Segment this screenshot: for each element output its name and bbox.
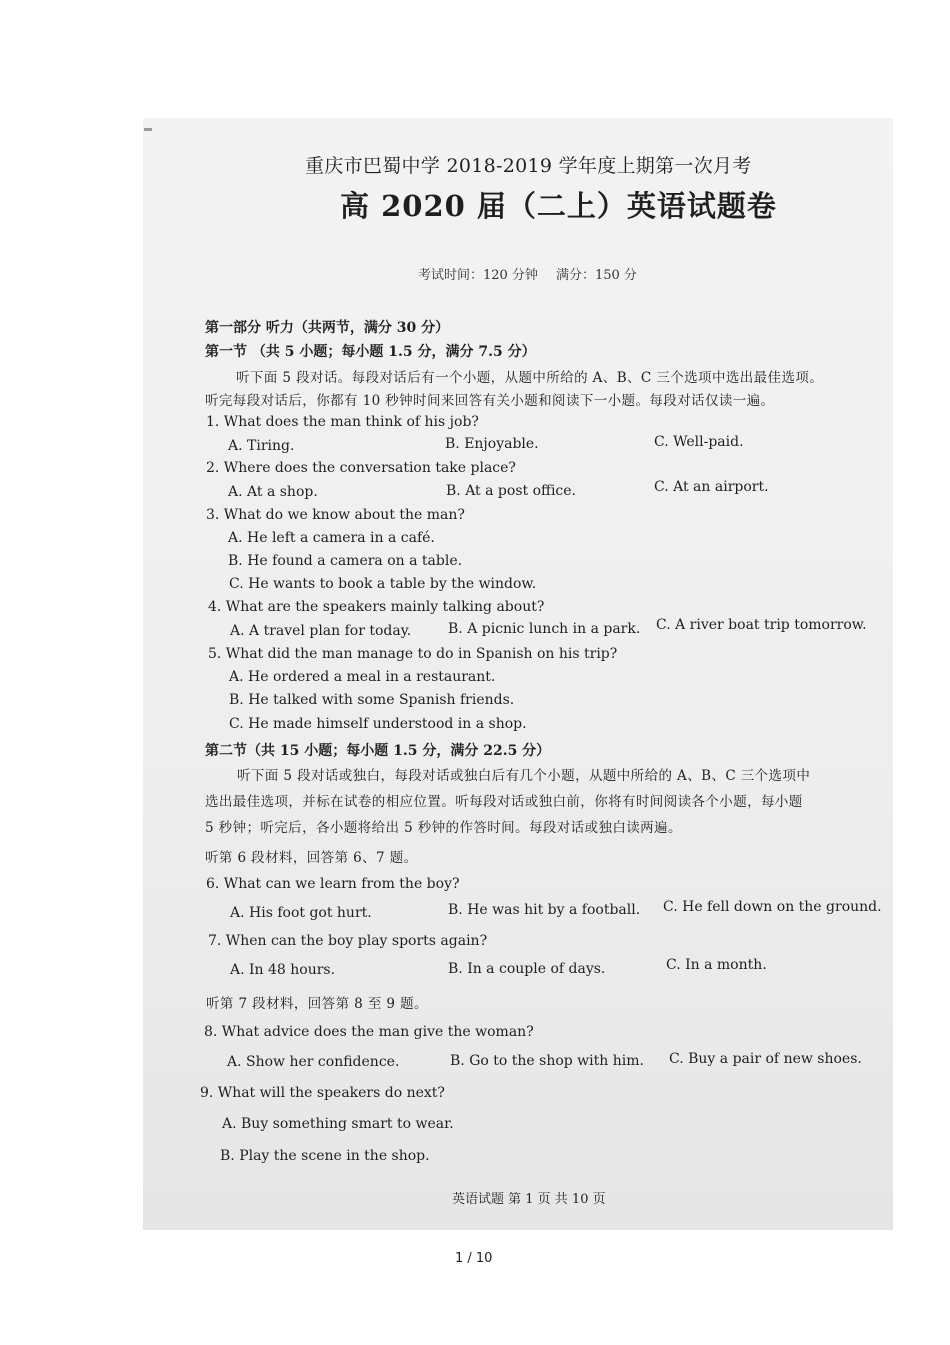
question-5-option-c: C. He made himself understood in a shop.	[229, 716, 527, 732]
question-7-stem: 7. When can the boy play sports again?	[208, 933, 488, 949]
exam-meta	[418, 264, 637, 283]
question-6-option-a: A. His foot got hurt.	[230, 905, 372, 921]
question-2-option-a: A. At a shop.	[228, 484, 318, 500]
question-6-stem: 6. What can we learn from the boy?	[206, 876, 460, 892]
question-7-option-b: B. In a couple of days.	[448, 961, 606, 977]
page-indicator: 1 / 10	[455, 1251, 493, 1266]
question-5-stem: 5. What did the man manage to do in Spanish on his trip?	[208, 646, 618, 662]
exam-title: 重庆市巴蜀中学 2018-2019 学年度上期第一次月考	[305, 155, 752, 177]
question-6-option-b: B. He was hit by a football.	[448, 902, 641, 918]
question-4-stem: 4. What are the speakers mainly talking about?	[208, 599, 545, 615]
question-5-option-b: B. He talked with some Spanish friends.	[229, 692, 515, 708]
question-8-option-c: C. Buy a pair of new shoes.	[669, 1051, 862, 1067]
question-2-option-b: B. At a post office.	[446, 483, 577, 499]
question-1-option-b: B. Enjoyable.	[445, 436, 539, 452]
question-1-stem: 1. What does the man think of his job?	[206, 414, 479, 430]
full-score: 满分：150 分	[555, 268, 637, 283]
question-2-option-c: C. At an airport.	[654, 479, 769, 495]
question-9-stem: 9. What will the speakers do next?	[200, 1085, 445, 1101]
question-1-option-c: C. Well-paid.	[654, 434, 744, 450]
question-7-option-c: C. In a month.	[666, 957, 767, 973]
question-8-option-b: B. Go to the shop with him.	[450, 1053, 644, 1069]
material-7-instruction: 听第 7 段材料，回答第 8 至 9 题。	[206, 996, 428, 1012]
section2-instruction-3: 5 秒钟；听完后，各小题将给出 5 秒钟的作答时间。每段对话或独白读两遍。	[205, 820, 682, 836]
section1-instruction-2: 听完每段对话后，你都有 10 秒钟时间来回答有关小题和阅读下一小题。每段对话仅读一遍。	[205, 393, 775, 409]
section1-instruction-1: 听下面 5 段对话。每段对话后有一个小题，从题中所给的 A、B、C 三个选项中选出最佳选项。	[236, 370, 824, 386]
question-4-option-b: B. A picnic lunch in a park.	[448, 621, 641, 637]
question-2-stem: 2. Where does the conversation take place?	[206, 460, 516, 476]
question-4-option-c: C. A river boat trip tomorrow.	[656, 617, 867, 633]
page-footer: 英语试题 第 1 页 共 10 页	[452, 1192, 606, 1207]
question-3-option-a: A. He left a camera in a café.	[228, 530, 435, 546]
question-5-option-a: A. He ordered a meal in a restaurant.	[229, 669, 496, 685]
question-9-option-a: A. Buy something smart to wear.	[222, 1116, 454, 1132]
question-8-stem: 8. What advice does the man give the woman?	[204, 1024, 534, 1040]
question-7-option-a: A. In 48 hours.	[230, 962, 336, 978]
question-8-option-a: A. Show her confidence.	[227, 1054, 400, 1070]
material-6-instruction: 听第 6 段材料，回答第 6、7 题。	[205, 850, 418, 866]
question-3-stem: 3. What do we know about the man?	[206, 507, 465, 523]
section1-heading: 第一节 （共 5 小题；每小题 1.5 分，满分 7.5 分）	[205, 344, 536, 360]
question-3-option-b: B. He found a camera on a table.	[228, 553, 463, 569]
question-9-option-b: B. Play the scene in the shop.	[220, 1148, 430, 1164]
section2-instruction-2: 选出最佳选项，并标在试卷的相应位置。听每段对话或独白前，你将有时间阅读各个小题，每小题	[205, 794, 803, 810]
question-6-option-c: C. He fell down on the ground.	[663, 899, 882, 915]
question-1-option-a: A. Tiring.	[228, 438, 295, 454]
question-4-option-a: A. A travel plan for today.	[230, 623, 412, 639]
section2-instruction-1: 听下面 5 段对话或独白，每段对话或独白后有几个小题，从题中所给的 A、B、C 三个选项中	[237, 768, 811, 784]
question-3-option-c: C. He wants to book a table by the window.	[229, 576, 537, 592]
section2-heading: 第二节（共 15 小题；每小题 1.5 分，满分 22.5 分）	[205, 743, 551, 759]
part1-heading: 第一部分 听力（共两节，满分 30 分）	[205, 320, 450, 336]
exam-subtitle: 高 2020 届（二上）英语试题卷	[340, 189, 777, 223]
exam-time: 考试时间：120 分钟	[418, 268, 538, 283]
scan-mark	[144, 128, 152, 131]
